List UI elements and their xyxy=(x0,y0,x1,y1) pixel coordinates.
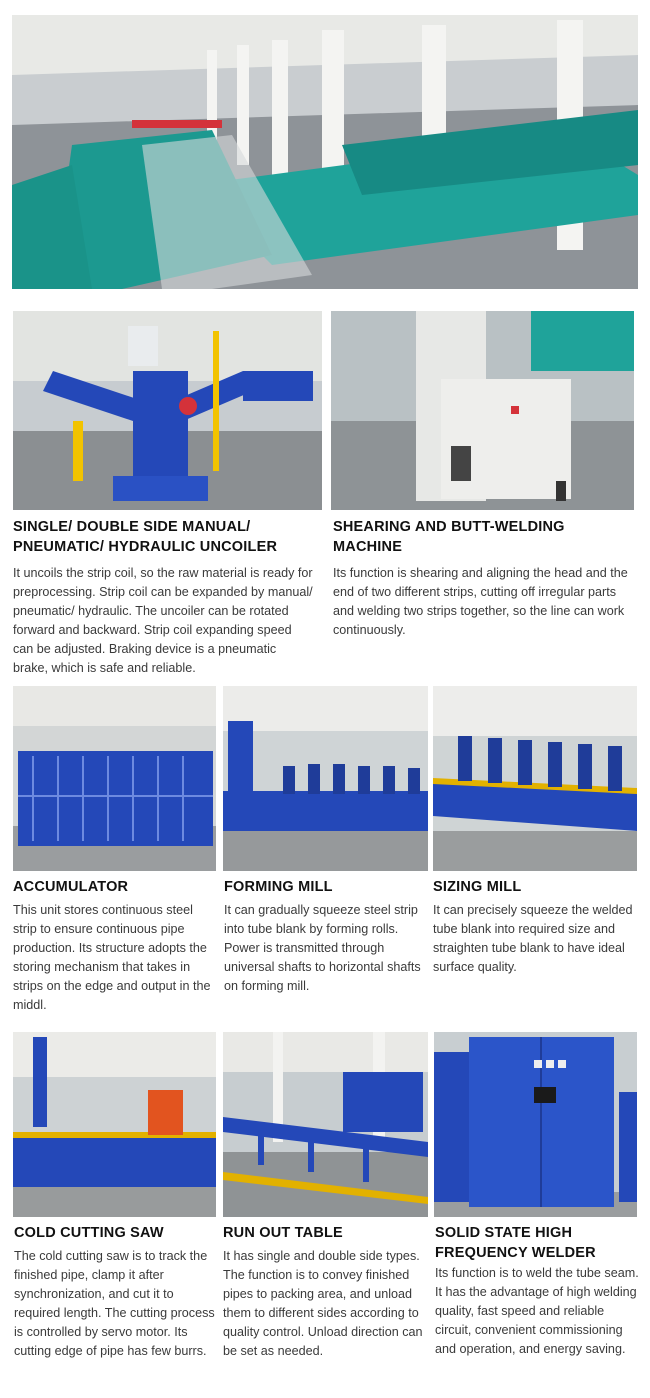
shearing-title: SHEARING AND BUTT-WELDING MACHINE xyxy=(333,519,565,555)
run-out-table-photo xyxy=(223,1032,428,1217)
hf-welder-title: SOLID STATE HIGH FREQUENCY WELDER xyxy=(435,1225,596,1261)
sizing-mill-description: It can precisely squeeze the welded tube blank into required size and straighten tube blank to have ideal surface quality. xyxy=(433,903,633,974)
shearing-description: Its function is shearing and aligning the head and the end of two different strips, cutting off irregular parts and welding two strips together, so the line can work continuously. xyxy=(333,566,628,637)
cold-cutting-saw-photo xyxy=(13,1032,216,1217)
factory-overview-photo xyxy=(12,15,638,289)
sizing-mill-photo xyxy=(433,686,637,871)
forming-mill-title: FORMING MILL xyxy=(224,879,333,895)
uncoiler-description: It uncoils the strip coil, so the raw material is ready for preprocessing. Strip coil can be expanded by manual/ pneumatic/ hydraulic. The uncoiler can be rotated forward and backward. Strip coil expanding speed can be adjusted. Braking device is a pneumatic brake, which is safe and reliable. xyxy=(13,566,313,675)
shearing-welding-photo xyxy=(331,311,634,510)
sizing-mill-title: SIZING MILL xyxy=(433,879,522,895)
accumulator-description: This unit stores continuous steel strip to ensure continuous pipe production. Its structure adopts the storing mechanism that takes in strips on the edge and output in the middl. xyxy=(13,903,211,1012)
hf-welder-photo xyxy=(434,1032,637,1217)
accumulator-photo xyxy=(13,686,216,871)
run-out-table-description: It has single and double side types. The function is to convey finished pipes to packing area, and unload them to different sides according to quality control. Unload direction can be set as needed. xyxy=(223,1249,423,1358)
hf-welder-description: Its function is to weld the tube seam. It has the advantage of high welding quality, fast speed and reliable circuit, convenient commissioning and operation, and energy saving. xyxy=(435,1266,639,1356)
forming-mill-description: It can gradually squeeze steel strip into tube blank by forming rolls. Power is transmitted through universal shafts to horizontal shafts on forming mill. xyxy=(224,903,421,993)
uncoiler-title: SINGLE/ DOUBLE SIDE MANUAL/ PNEUMATIC/ HYDRAULIC UNCOILER xyxy=(13,519,278,555)
forming-mill-photo xyxy=(223,686,428,871)
accumulator-title: ACCUMULATOR xyxy=(13,879,129,895)
uncoiler-photo xyxy=(13,311,322,510)
run-out-table-title: RUN OUT TABLE xyxy=(223,1225,343,1241)
cold-cutting-saw-description: The cold cutting saw is to track the finished pipe, clamp it after synchronization, and cut it to required length. The cutting process is controlled by servo motor. Its cutting edge of pipe has few burrs. xyxy=(14,1249,215,1358)
cold-cutting-saw-title: COLD CUTTING SAW xyxy=(14,1225,164,1241)
